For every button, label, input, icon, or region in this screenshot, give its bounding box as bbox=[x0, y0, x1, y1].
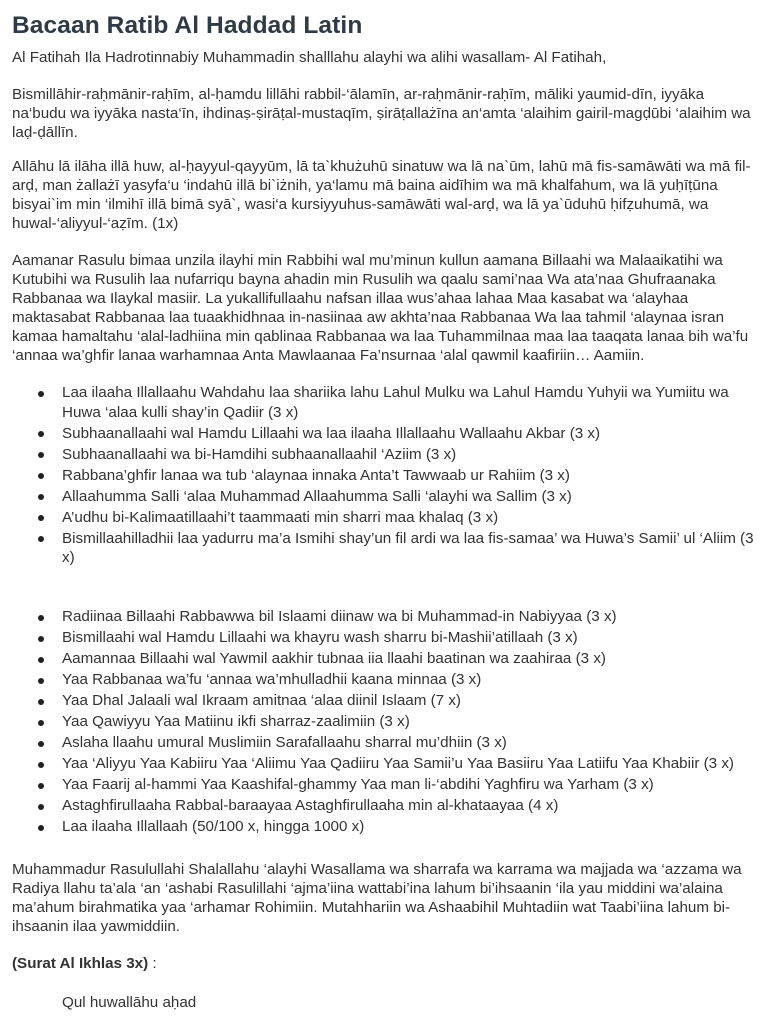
list-item bbox=[62, 466, 760, 486]
list-item-text: Subhaanallaahi wal Hamdu Lillaahi wa laa ilaaha Illallaahu Wallaahu Akbar (3 x) bbox=[62, 424, 601, 442]
list-item bbox=[62, 754, 760, 774]
list-item bbox=[62, 607, 760, 627]
ikhlas-heading-suffix: : bbox=[148, 955, 157, 972]
list-item bbox=[62, 424, 760, 444]
list-item bbox=[62, 529, 760, 568]
bullet-icon bbox=[38, 494, 44, 500]
list-item-text: Yaa Faarij al-hammi Yaa Kaashifal-ghammy Yaa man li-‘abdihi Yaghfiru wa Yarham (3 x) bbox=[62, 776, 654, 793]
list-item-text: Laa ilaaha Illallaahu Wahdahu laa shariika lahu Lahul Mulku wa Lahul Hamdu Yuhyii wa Yumiitu wa Huwa ‘alaa kulli shay’in Qadiir (3 x) bbox=[62, 384, 729, 421]
bullet-icon bbox=[38, 431, 44, 437]
list-item bbox=[62, 445, 760, 465]
ikhlas-heading: (Surat Al Ikhlas 3x) bbox=[12, 955, 149, 972]
list-item-text: Allaahumma Salli ‘alaa Muhammad Allaahumma Salli ‘alayhi wa Sallim (3 x) bbox=[62, 487, 572, 505]
bullet-icon bbox=[38, 452, 44, 458]
bullet-icon bbox=[38, 391, 44, 397]
bullet-icon bbox=[38, 783, 44, 789]
list-item-text: Yaa ‘Aliyyu Yaa Kabiiru Yaa ‘Aliimu Yaa Qadiiru Yaa Samii’u Yaa Basiiru Yaa Latiifu Yaa Khabiir (3 x) bbox=[62, 755, 734, 772]
list-item-text: Bismillaahilladhii laa yadurru ma’a Ismihi shay’un fil ardi wa laa fis-samaa’ wa Huwa’s Samii’ ul ‘Aliim (3 x) bbox=[62, 529, 754, 566]
page-title: Bacaan Ratib Al Haddad Latin bbox=[12, 12, 363, 39]
list-item bbox=[62, 649, 760, 669]
ikhlas-list bbox=[12, 993, 760, 1012]
list-item bbox=[62, 775, 760, 795]
list-item-text: Radiinaa Billaahi Rabbawwa bil Islaami diinaw wa bi Muhammad-in Nabiyyaa (3 x) bbox=[62, 608, 617, 625]
bullet-icon bbox=[38, 825, 44, 831]
ikhlas-heading-line bbox=[12, 954, 760, 973]
dhikr-list-1 bbox=[12, 383, 760, 568]
list-gap bbox=[12, 838, 760, 860]
bullet-icon bbox=[38, 741, 44, 747]
paragraph-bismillah: Bismillāhir-raḥmānir-raḥīm, al-ḥamdu lillāhi rabbil-‘ālamīn, ar-raḥmānir-raḥīm, māliki yaumid-dīn, iyyāka na‘budu wa iyyāka nasta‘īn, ihdinaṣ-ṣirāṭal-mustaqīm, ṣirāṭallażīna an‘amta ‘alaihim gairil-magḍūbi ‘alaihim wa laḍ-ḍāllīn. bbox=[12, 86, 751, 141]
list-item bbox=[62, 796, 760, 816]
dhikr-list-2 bbox=[12, 607, 760, 837]
list-item bbox=[62, 817, 760, 837]
list-item bbox=[62, 733, 760, 753]
bullet-icon bbox=[38, 804, 44, 810]
list-item-text: Qul huwallāhu aḥad bbox=[62, 994, 197, 1011]
bullet-icon bbox=[38, 536, 44, 542]
bullet-icon bbox=[38, 657, 44, 663]
list-item bbox=[62, 508, 760, 528]
list-item-text: Yaa Rabbanaa wa’fu ‘annaa wa’mhulladhii kaana minnaa (3 x) bbox=[62, 671, 482, 688]
bullet-icon bbox=[38, 615, 44, 621]
list-item bbox=[62, 712, 760, 732]
list-item-text: Bismillaahi wal Hamdu Lillaahi wa khayru wash sharru bi-Mashii’atillaah (3 x) bbox=[62, 629, 578, 646]
list-item-text: A’udhu bi-Kalimaatillaahi’t taammaati min sharri maa khalaq (3 x) bbox=[62, 508, 499, 526]
list-gap bbox=[12, 569, 760, 607]
paragraph-fatihah: Al Fatihah Ila Hadrotinnabiy Muhammadin shalllahu alayhi wa alihi wasallam- Al Fatihah, bbox=[12, 49, 607, 66]
list-item bbox=[62, 383, 760, 422]
list-item-text: Rabbana’ghfir lanaa wa tub ‘alaynaa innaka Anta’t Tawwaab ur Rahiim (3 x) bbox=[62, 466, 570, 484]
bullet-icon bbox=[38, 720, 44, 726]
bullet-icon bbox=[38, 699, 44, 705]
list-item bbox=[62, 670, 760, 690]
list-item-text: Yaa Qawiyyu Yaa Matiinu ikfi sharraz-zaalimiin (3 x) bbox=[62, 713, 410, 730]
list-item bbox=[62, 993, 760, 1012]
list-item-text: Subhaanallaahi wa bi-Hamdihi subhaanallaahil ‘Aziim (3 x) bbox=[62, 445, 457, 463]
list-item-text: Aamannaa Billaahi wal Yawmil aakhir tubnaa iia llaahi baatinan wa zaahiraa (3 x) bbox=[62, 650, 606, 667]
paragraph-ayat-kursi: Allāhu lā ilāha illā huw, al-ḥayyul-qayyūm, lā ta`khużuhū sinatuw wa lā na`ūm, lahū mā fis-samāwāti wa mā fil-arḍ, man żallażī yasyfa‘u ‘indahū illā bi`iżnih, ya‘lamu mā baina aidīhim wa mā khalfahum, wa lā yuḥīṭūna bisyai`im min ‘ilmihī illā bimā syā`, wasi‘a kursiyyuhus-samāwāti wal-arḍ, wa lā ya`ūduhū ḥifẓuhumā, wa huwal-‘aliyyul-‘aẓīm. (1x) bbox=[12, 158, 751, 232]
list-item bbox=[62, 487, 760, 507]
list-item bbox=[62, 628, 760, 648]
list-item-text: Yaa Dhal Jalaali wal Ikraam amitnaa ‘alaa diinil Islaam (7 x) bbox=[62, 692, 461, 709]
bullet-icon bbox=[38, 473, 44, 479]
bullet-icon bbox=[38, 515, 44, 521]
bullet-icon bbox=[38, 678, 44, 684]
list-item bbox=[62, 691, 760, 711]
bullet-icon bbox=[38, 636, 44, 642]
bullet-icon bbox=[38, 762, 44, 768]
paragraph-amanar-rasulu: Aamanar Rasulu bimaa unzila ilayhi min Rabbihi wal mu’minun kullun aamana Billaahi wa Malaaikatihi wa Kutubihi wa Rusulih laa nufarriqu bayna ahadin min Rusulih wa qaalu sami’naa Wa ata’naa Ghufraanaka Rabbanaa wa Ilaykal masiir. La yukallifullaahu nafsan illaa wus’ahaa lahaa Maa kasabat wa ‘alayhaa maktasabat Rabbanaa laa tuaakhidhnaa in-nasiinaa aw akhta’naa Rabbanaa Wa laa tahmil ‘alaynaa isran kamaa hamaltahu ‘alal-ladhiina min qablinaa Rabbanaa wa laa Tuhammilnaa maa laa taaqata lanaa bih wa’fu ‘annaa wa’ghfir lanaa warhamnaa Anta Mawlaanaa Fa’nsurnaa ‘alal qawmil kaafiriin… Aamiin. bbox=[12, 252, 749, 364]
list-item-text: Astaghfirullaaha Rabbal-baraayaa Astaghfirullaaha min al-khataayaa (4 x) bbox=[62, 797, 559, 814]
list-item-text: Laa ilaaha Illallaah (50/100 x, hingga 1000 x) bbox=[62, 818, 365, 835]
paragraph-closing: Muhammadur Rasulullahi Shalallahu ‘alayhi Wasallama wa sharrafa wa karrama wa majjada wa ‘azzama wa Radiya llahu ta’ala ‘an ‘ashabi Rasulillahi ‘ajma’iina wattabi’ina lahum bi’ihsaanin ‘ila yau middini wa’alaina ma’ahum birahmatika yaa ‘arhamar Rohimiin. Mutahhariin wa Ashaabihil Muhtadiin wat Taabi’iina lahum bi-ihsaanin ilaa yawmiddiin. bbox=[12, 861, 742, 935]
list-item-text: Aslaha llaahu umural Muslimiin Sarafallaahu sharral mu’dhiin (3 x) bbox=[62, 734, 507, 751]
